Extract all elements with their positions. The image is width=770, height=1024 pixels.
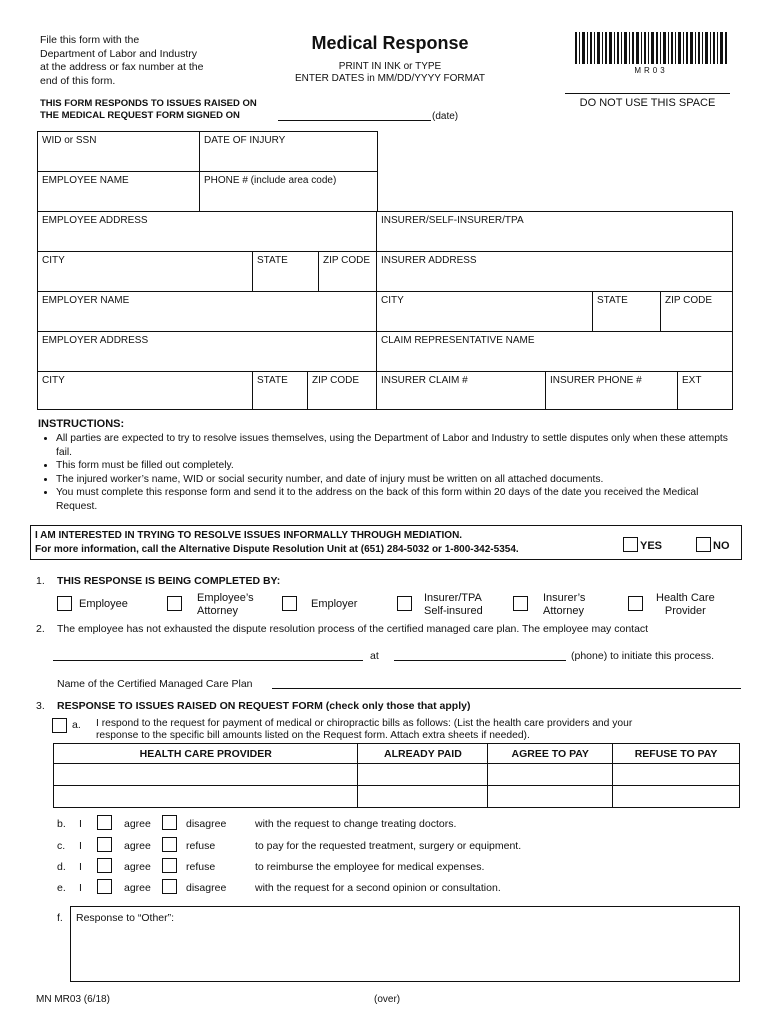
- section3-heading: RESPONSE TO ISSUES RAISED ON REQUEST FORM (check only those that apply): [57, 700, 471, 712]
- item-i: I: [79, 882, 82, 894]
- signed-date-field[interactable]: [278, 108, 431, 121]
- form-id: MN MR03 (6/18): [36, 994, 110, 1005]
- section2-number: 2.: [36, 623, 45, 635]
- item-a-text-line: I respond to the request for payment of medical or chiropractic bills as follows: (List the health care providers and your: [96, 718, 633, 729]
- responds-line1: THIS FORM RESPONDS TO ISSUES RAISED ON: [40, 98, 257, 109]
- insurer-phone-field[interactable]: [545, 371, 678, 410]
- plan-name-field[interactable]: [272, 676, 741, 689]
- employee-state-field[interactable]: [252, 251, 319, 292]
- col-refuse-to-pay: REFUSE TO PAY: [613, 744, 740, 764]
- item-letter: c.: [57, 840, 66, 852]
- item-letter: d.: [57, 861, 66, 873]
- item-letter: b.: [57, 818, 66, 830]
- item-b-disagree-checkbox[interactable]: [162, 815, 177, 830]
- section2-phone-text: (phone) to initiate this process.: [571, 650, 714, 662]
- instructions-list: [56, 432, 731, 513]
- table-cell[interactable]: [613, 786, 740, 808]
- instruction-item: • All parties are expected to try to resolve issues themselves, using the Department of Labor and Industry to settle disputes only when these attempts fail.: [56, 432, 731, 459]
- wid-field[interactable]: [37, 131, 200, 172]
- dates-note: ENTER DATES in MM/DD/YYYY FORMAT: [294, 73, 486, 84]
- insurer-attorney-option-label: [543, 592, 585, 618]
- section3-number: 3.: [36, 700, 45, 712]
- item-letter: e.: [57, 882, 66, 894]
- employee-name-label: EMPLOYEE NAME: [42, 175, 129, 186]
- page-title: Medical Response: [311, 33, 469, 53]
- table-cell[interactable]: [488, 764, 613, 786]
- claim-rep-field[interactable]: [376, 331, 733, 372]
- employee-name-field[interactable]: [37, 171, 200, 212]
- col-health-care-provider: HEALTH CARE PROVIDER: [54, 744, 358, 764]
- state-label: STATE: [257, 255, 288, 266]
- item-i: I: [79, 840, 82, 852]
- option-text: Employee’s: [197, 592, 254, 604]
- section1-number: 1.: [36, 575, 45, 587]
- employer-state-field[interactable]: [252, 371, 308, 410]
- agree-label: agree: [124, 861, 151, 873]
- insurer-zip-field[interactable]: [660, 291, 733, 332]
- barcode-image: [575, 32, 727, 70]
- do-not-use-label: DO NOT USE THIS SPACE: [579, 97, 716, 109]
- insurer-city-field[interactable]: [376, 291, 593, 332]
- item-a-text: [96, 718, 632, 742]
- employer-name-field[interactable]: [37, 291, 377, 332]
- table-cell[interactable]: [358, 786, 488, 808]
- instruction-item: • You must complete this response form and send it to the address on the back of this form within 20 days of the date you received the Medical Request.: [56, 486, 731, 513]
- item-f-letter: f.: [57, 912, 63, 924]
- item-c-refuse-checkbox[interactable]: [162, 837, 177, 852]
- option-text: Attorney: [543, 605, 584, 617]
- ext-field[interactable]: [677, 371, 733, 410]
- insurer-attorney-checkbox[interactable]: [513, 596, 528, 611]
- option-text: Self-insured: [424, 605, 483, 617]
- item-text: to pay for the requested treatment, surgery or equipment.: [255, 840, 522, 852]
- option-text: Insurer/TPA: [424, 592, 482, 604]
- ext-label: EXT: [682, 375, 702, 386]
- table-cell[interactable]: [54, 786, 358, 808]
- health-care-provider-checkbox[interactable]: [628, 596, 643, 611]
- zip-label: ZIP CODE: [323, 255, 371, 266]
- agree-label: agree: [124, 818, 151, 830]
- employee-checkbox[interactable]: [57, 596, 72, 611]
- insurer-tpa-option-label: [424, 592, 483, 618]
- employee-attorney-option-label: [197, 592, 254, 618]
- employee-attorney-checkbox[interactable]: [167, 596, 182, 611]
- employer-name-label: EMPLOYER NAME: [42, 295, 130, 306]
- city-label: CITY: [42, 255, 65, 266]
- phone-label: PHONE # (include area code): [204, 175, 337, 186]
- agree-label: agree: [124, 840, 151, 852]
- do-not-use-line: [565, 93, 730, 94]
- claim-number-label: INSURER CLAIM #: [381, 375, 468, 386]
- table-cell[interactable]: [54, 764, 358, 786]
- employee-option-label: [79, 598, 128, 610]
- contact-name-field[interactable]: [53, 648, 363, 661]
- mediation-yes-label: YES: [640, 540, 663, 552]
- mediation-line2: For more information, call the Alternative Dispute Resolution Unit at (651) 284-5032 or 1-800-342-5354.: [35, 544, 519, 555]
- item-e-agree-checkbox[interactable]: [97, 879, 112, 894]
- item-a-text-line: response to the specific bill amounts listed on the Request form. Attach extra sheets if needed).: [96, 730, 530, 741]
- item-i: I: [79, 861, 82, 873]
- instruction-item: • This form must be filled out completely.: [56, 459, 731, 473]
- item-e-row: [0, 878, 770, 898]
- option-text: Attorney: [197, 605, 238, 617]
- item-i: I: [79, 818, 82, 830]
- item-c-agree-checkbox[interactable]: [97, 837, 112, 852]
- option-text: Provider: [664, 605, 706, 617]
- city-label: CITY: [381, 295, 404, 306]
- item-b-row: [0, 814, 770, 834]
- col-agree-to-pay: AGREE TO PAY: [488, 744, 613, 764]
- plan-name-label: Name of the Certified Managed Care Plan: [57, 678, 253, 690]
- insurer-phone-label: INSURER PHONE #: [550, 375, 642, 386]
- instructions-heading: INSTRUCTIONS:: [38, 418, 125, 430]
- health-care-provider-option-label: [656, 592, 715, 618]
- employer-address-field[interactable]: [37, 331, 377, 372]
- file-instructions-line: Department of Labor and Industry: [40, 47, 198, 60]
- over-label: (over): [374, 994, 401, 1005]
- instruction-item: • The injured worker’s name, WID or social security number, and date of injury must be written on all attached documents.: [56, 473, 731, 487]
- item-b-agree-checkbox[interactable]: [97, 815, 112, 830]
- col-already-paid: ALREADY PAID: [358, 744, 488, 764]
- item-d-agree-checkbox[interactable]: [97, 858, 112, 873]
- insurer-state-field[interactable]: [592, 291, 661, 332]
- item-a-checkbox[interactable]: [52, 718, 67, 733]
- item-d-refuse-checkbox[interactable]: [162, 858, 177, 873]
- claim-number-field[interactable]: [376, 371, 546, 410]
- item-text: with the request to change treating doctors.: [255, 818, 457, 830]
- file-instructions: [40, 34, 203, 88]
- employer-address-label: EMPLOYER ADDRESS: [42, 335, 149, 346]
- employee-city-field[interactable]: [37, 251, 253, 292]
- state-label: STATE: [257, 375, 288, 386]
- item-e-disagree-checkbox[interactable]: [162, 879, 177, 894]
- claim-rep-label: CLAIM REPRESENTATIVE NAME: [381, 335, 535, 346]
- barcode-code: MR03: [634, 66, 668, 75]
- disagree-label: disagree: [186, 882, 227, 894]
- zip-label: ZIP CODE: [312, 375, 360, 386]
- agree-label: agree: [124, 882, 151, 894]
- contact-phone-field[interactable]: [394, 648, 566, 661]
- mediation-no-checkbox[interactable]: [696, 537, 711, 552]
- date-of-injury-field[interactable]: [199, 131, 378, 172]
- table-cell[interactable]: [358, 764, 488, 786]
- city-label: CITY: [42, 375, 65, 386]
- employee-address-field[interactable]: [37, 211, 377, 252]
- table-row: [54, 786, 740, 808]
- mediation-line1: I AM INTERESTED IN TRYING TO RESOLVE ISSUES INFORMALLY THROUGH MEDIATION.: [35, 530, 463, 541]
- section1-heading: THIS RESPONSE IS BEING COMPLETED BY:: [57, 575, 281, 587]
- wid-label: WID or SSN: [42, 135, 97, 146]
- employer-checkbox[interactable]: [282, 596, 297, 611]
- other-response-label: Response to “Other”:: [76, 912, 175, 924]
- table-cell[interactable]: [613, 764, 740, 786]
- other-response-box[interactable]: [70, 906, 740, 982]
- insurer-tpa-label: INSURER/SELF-INSURER/TPA: [381, 215, 524, 226]
- disagree-label: disagree: [186, 818, 227, 830]
- date-of-injury-label: DATE OF INJURY: [204, 135, 286, 146]
- option-text: Insurer’s: [543, 592, 586, 604]
- section2-at: at: [370, 650, 379, 662]
- print-note: PRINT IN INK or TYPE: [338, 61, 442, 72]
- item-d-row: [0, 857, 770, 877]
- file-instructions-line: File this form with the: [40, 34, 140, 46]
- file-instructions-line: end of this form.: [40, 74, 116, 87]
- option-text: Employer: [311, 598, 358, 610]
- insurer-tpa-field[interactable]: [376, 211, 733, 252]
- item-text: with the request for a second opinion or consultation.: [255, 882, 501, 894]
- bills-table: [53, 743, 740, 808]
- employer-zip-field[interactable]: [307, 371, 377, 410]
- table-row: [54, 764, 740, 786]
- employer-city-field[interactable]: [37, 371, 253, 410]
- mediation-yes-checkbox[interactable]: [623, 537, 638, 552]
- insurer-address-field[interactable]: [376, 251, 733, 292]
- employee-address-label: EMPLOYEE ADDRESS: [42, 215, 148, 226]
- zip-label: ZIP CODE: [665, 295, 713, 306]
- option-text: Employee: [79, 598, 128, 610]
- signed-date-label: (date): [432, 111, 459, 122]
- phone-field[interactable]: [199, 171, 378, 212]
- responds-line2: THE MEDICAL REQUEST FORM SIGNED ON: [40, 110, 240, 121]
- table-cell[interactable]: [488, 786, 613, 808]
- item-text: to reimburse the employee for medical expenses.: [255, 861, 485, 873]
- insurer-address-label: INSURER ADDRESS: [381, 255, 477, 266]
- employee-zip-field[interactable]: [318, 251, 377, 292]
- item-c-row: [0, 836, 770, 856]
- refuse-label: refuse: [186, 840, 216, 852]
- file-instructions-line: at the address or fax number at the: [40, 61, 204, 73]
- item-a-letter: a.: [72, 719, 81, 731]
- insurer-tpa-checkbox[interactable]: [397, 596, 412, 611]
- section2-text: The employee has not exhausted the dispute resolution process of the certified managed care plan. The employee may contact: [57, 623, 649, 635]
- option-text: Health Care: [656, 592, 715, 604]
- employer-option-label: [311, 598, 357, 610]
- mediation-no-label: NO: [713, 540, 730, 552]
- refuse-label: refuse: [186, 861, 216, 873]
- state-label: STATE: [597, 295, 628, 306]
